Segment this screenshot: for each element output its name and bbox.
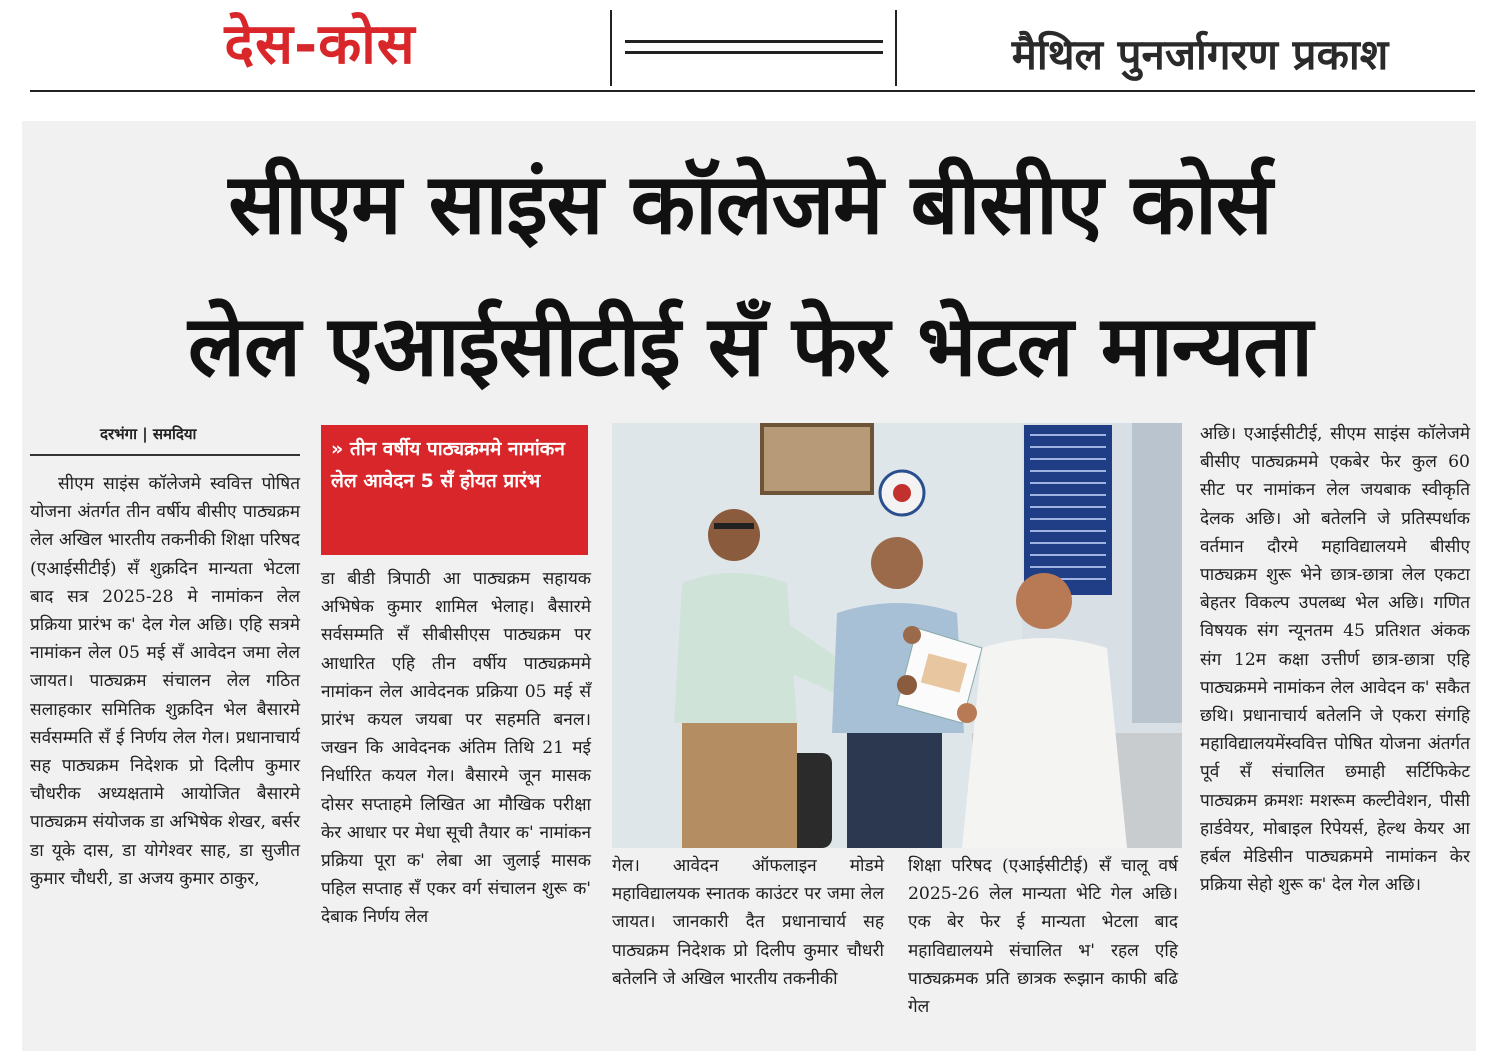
pull-quote-box: » तीन वर्षीय पाठ्यक्रममे नामांकन लेल आवेदन 5 सँ होयत प्रारंभ [321, 425, 588, 555]
headline-line-1: सीएम साइंस कॉलेजमे बीसीए कोर्स [228, 155, 1272, 253]
header-divider-right [895, 10, 897, 86]
body-column-1: सीएम साइंस कॉलेजमे स्ववित्त पोषित योजना अंतर्गत तीन वर्षीय बीसीए पाठ्यक्रम लेल अखिल भारतीय तकनीकी शिक्षा परिषद (एआईसीटीई) सँ शुक्रदिन मान्यता भेटला बाद सत्र 2025-28 मे नामांकन लेल प्रक्रिया प्रारंभ क' देल गेल अछि। एहि सत्रमे नामांकन लेल 05 मई सँ आवेदन जमा लेल जायत। पाठ्यक्रम संचालन लेल गठित सलाहकार समितिक शुक्रदिन भेल बैसारमे सर्वसम्मति सँ ई निर्णय लेल गेल। प्रधानाचार्य सह पाठ्यक्रम निदेशक प्रो दिलीप कुमार चौधरीक अध्यक्षतामे आयोजित बैसारमे पाठ्यक्रम संयोजक डा अभिषेक शेखर, बर्सर डा यूके दास, डा योगेश्वर साह, डा सुजीत कुमार चौधरी, डा अजय कुमार ठाकुर, [30, 474, 300, 889]
body-column-4: शिक्षा परिषद (एआईसीटीई) सँ चालू वर्ष 2025-26 लेल मान्यता भेटि गेल अछि। एक बेर फेर ई मान्यता भेटला बाद महाविद्यालयमे संचालित भ' रहल एहि पाठ्यक्रमक प्रति छात्रक रूझान काफी बढि गेल [908, 856, 1178, 1018]
body-column-3: गेल। आवेदन ऑफलाइन मोडमे महाविद्यालयक स्नातक काउंटर पर जमा लेल जायत। जानकारी दैत प्रधानाचार्य सह पाठ्यक्रम निदेशक प्रो दिलीप कुमार चौधरी बतेलनि जे अखिल भारतीय तकनीकी [612, 856, 884, 989]
section-title: देस-कोस [224, 11, 416, 77]
body-column-5: अछि। एआईसीटीई, सीएम साइंस कॉलेजमे बीसीए पाठ्यक्रममे एकबेर फेर कुल 60 सीट पर नामांकन लेल जयबाक स्वीकृति देलक अछि। ओ बतेलनि जे प्रतिस्पर्धाक वर्तमान दौरमे महाविद्यालयमे बीसीए पाठ्यक्रम शुरू भेने छात्र-छात्रा लेल एकटा बेहतर विकल्प उपलब्ध भेल अछि। गणित विषयक संग न्यूनतम 45 प्रतिशत अंकक संग 12म कक्षा उत्तीर्ण छात्र-छात्रा एहि पाठ्यक्रममे नामांकन लेल आवेदन क' सकैत छथि। प्रधानाचार्य बतेलनि जे एकरा संगहि महाविद्यालयमेंस्ववित्त पोषित योजना अंतर्गत पूर्व सँ संचालित छमाही सर्टिफिकेट पाठ्यक्रम क्रमशः मशरूम कल्टीवेशन, पीसी हार्डवेयर, मोबाइल रिपेयर्स, हेल्थ केयर आ हर्बल मेडिसीन पाठ्यक्रममे नामांकन केर प्रक्रिया सेहो शुरू क' देल गेल अछि। [1200, 424, 1470, 896]
headline-line-2: लेल एआईसीटीई सँ फेर भेटल मान्यता [188, 297, 1312, 395]
header-bottom-rule [30, 90, 1475, 92]
news-photo [612, 423, 1182, 848]
dateline-rule [30, 454, 300, 456]
dateline: दरभंगा | समदिया [100, 425, 197, 443]
newspaper-name: मैथिल पुनर्जागरण प्रकाश [1011, 30, 1389, 79]
body-column-2: डा बीडी त्रिपाठी आ पाठ्यक्रम सहायक अभिषेक कुमार शामिल भेलाह। बैसारमे सर्वसम्मति सँ सीबीसीएस पाठ्यक्रम पर आधारित एहि तीन वर्षीय पाठ्यक्रममे नामांकन लेल आवेदनक प्रक्रिया 05 मई सँ प्रारंभ कयल जयबा पर सहमति बनल। जखन कि आवेदनक अंतिम तिथि 21 मई निर्धारित कयल गेल। बैसारमे जून मासक दोसर सप्ताहमे लिखित आ मौखिक परीक्षा केर आधार पर मेधा सूची तैयार क' नामांकन प्रक्रिया पूरा क' लेबा आ जुलाई मासक पहिल सप्ताह सँ एकर वर्ग संचालन शुरू क' देबाक निर्णय लेल [321, 569, 591, 928]
header-divider-left [610, 10, 612, 86]
header-decorative-lines [625, 40, 883, 62]
photo-illustration [612, 423, 1182, 848]
